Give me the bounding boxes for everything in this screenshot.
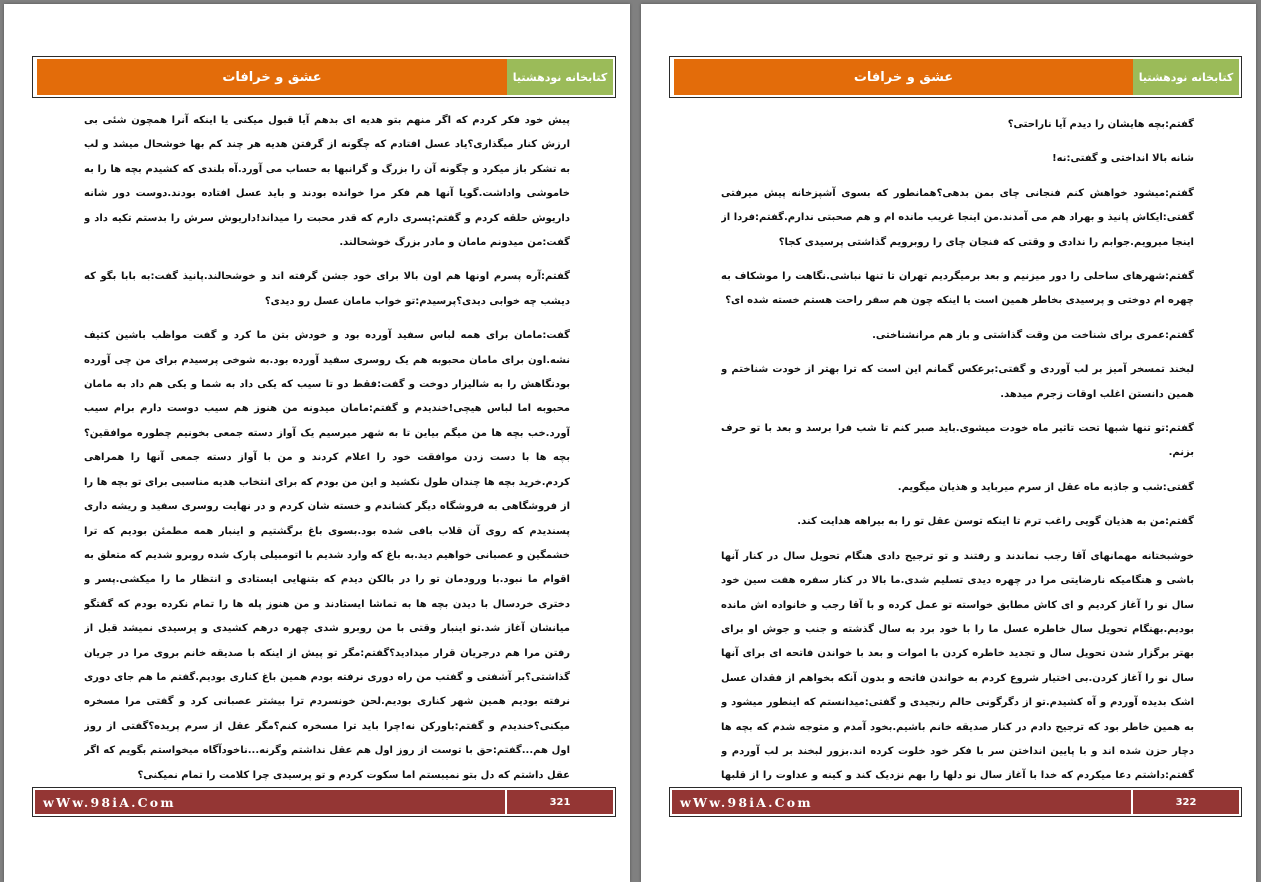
library-name: کتابخانه نودهشتیا xyxy=(1133,59,1239,95)
paragraph: گفتم:عمری برای شناخت من وقت گذاشتی و باز هم مرانشناختی. xyxy=(872,329,1194,341)
paragraph: خوشبختانه مهمانهای آقا رجب نماندند و رفتند و تو ترجیح دادی هنگام تحویل سال در کنار آنها باشی و هنگامیکه نارضایتی مرا در چهره دیدی تسلیم شدی.ما بالا در کنار سفره هفت سین خود سال نو را آغاز کردیم و ای کاش مطابق خواسته تو عمل کرده و با آقا رجب و خانواده اش مانده بودیم.بهنگام تحویل سال خاطره عسل ما را با خود برد به سال گذشته و جنب و جوش او برای بهتر برگزار شدن تحویل سال و تجدید خاطره کردن با اموات و بعد با خواندن فاتحه ای برای آنها سال نو را آغاز کردن.بی اختیار شروع کردم به خواندن فاتحه و بدون آنکه بخواهم از فقدان عسل اشک بدیده آوردم و آه کشیدم.تو از دگرگونی حالم رنجیدی و گفتی:میدانستم که اینطور میشود و به همین خاطر بود که ترجیح دادم در کنار صدیقه خانم باشیم.بخود آمدم و متوجه شدم که بچه ها دچار حزن شده اند و با پایین انداختن سر با فکر خود خلوت کرده اند.بزور لبخند بر لب آوردم و گفتم:داشتم دعا میکردم که خدا با آغاز سال نو دلها را بهم نزدیک کند و کینه و عداوت را از قلبها xyxy=(721,550,1194,782)
page-body xyxy=(84,109,570,782)
paragraph: گفتم:تو تنها شبها تحت تاثیر ماه خودت میشوی.باید صبر کنم تا شب فرا برسد و بعد با تو حرف بزنم. xyxy=(721,423,1194,459)
page-header xyxy=(32,56,616,98)
website-url: wWw.98iA.Com xyxy=(672,790,1131,814)
paragraph: گفت:مامان برای همه لباس سفید آورده بود و خودش بتن ما کرد و گفت مواظب باشین کثیف نشه.اون برای مامان محبوبه هم یک روسری سفید آورده بود.به شوخی پرسیدم برای من چی آورده بودنگاهش را به شالیزار دوخت و گفت:فقط دو تا سیب که یکی داد به شما و یکی هم داد به مامان محبوبه اما لباس هیچی!خندیدم و گفتم:مامان میدونه من هنوز هم سیب دوست دارم برام سیب آورد.خب بچه ها من میگم بیاین تا به شهر میرسیم یک آواز دسته جمعی بخونیم چطوره موافقین؟بچه ها با دست زدن موافقت خود را اعلام کردند و من با آواز دسته جمعی آنها را همراهی کردم.خرید بچه ها چندان طول نکشید و این من بودم که برای انتخاب هدیه مناسبی برای تو بچه ها را از فروشگاهی به فروشگاه دیگر کشاندم و خسته شان کردم و در نهایت روسری سفید و ریشه داری پسندیدم که روی آن قلاب بافی شده بود.بسوی باغ برگشتیم و اینبار همه مطمئن بودیم که ترا خشمگین و عصبانی خواهیم دید.به باغ که وارد شدیم با اتومبیلی پارک شده روبرو شدیم که متعلق به اقوام ما نبود.با ورودمان تو را در بالکن دیدم که بتنهایی ایستادی و انتظار ما را میکشی.پسر و دختری خردسال با دیدن بچه ها به تماشا ایستادند و من هنوز پله ها را تمام نکرده بودم که گفتگو میانشان آغاز شد.تو اینبار وقتی با من روبرو شدی چهره درهم کشیدی و پرسیدی نمیشد قبل از رفتن مرا هم درجریان قرار میدادید؟گفتم:مگر تو پیش از اینکه با صدیقه خانم بروی مرا در جریان گذاشتی؟بر آشفتی و گفتب من راه دوری نرفته بودم همین باغ کناری بودیم.گفتم ما هم جای دوری نرفته بودیم همین شهر کناری بودیم.لحن خونسردم ترا بیشتر عصبانی کرد و گفتی مرا مسخره میکنی؟خندیدم و گفتم:باورکن نه!چرا باید ترا مسخره کنم؟مگر عقل از سرم پریده؟گفتی از روز اول هم...گفتم:حق با توست از روز اول هم عقل نداشتم وگرنه...ناخودآگاه میخواستم بگویم که اگر عقل داشتم که دل بتو نمیبستم اما سکوت کردم و تو پرسیدی چرا کلامت را تمام نمیکنی؟ xyxy=(84,330,570,781)
paragraph: گفتم:بچه هایشان را دیدم آیا ناراحتی؟ xyxy=(1007,119,1194,130)
page-321 xyxy=(4,4,630,882)
paragraph: گفتی:شب و جاذبه ماه عقل از سرم میرباید و هذیان میگویم. xyxy=(897,481,1194,493)
library-name: کتابخانه نودهشتیا xyxy=(507,59,613,95)
paragraph: گفتم:شهرهای ساحلی را دور میزنیم و بعد برمیگردیم تهران تا تنها نباشی.نگاهت را موشکاف به چهره ام دوختی و پرسیدی بخاطر همین است یا اینکه چون هم سفر راحت هستم خسته شده ای؟ xyxy=(721,271,1194,307)
paragraph: لبخند تمسخر آمیز بر لب آوردی و گفتی:برعکس گمانم این است که ترا بهتر از خودت شناختم و همین دانستن اغلب اوقات زجرم میدهد. xyxy=(721,364,1194,400)
page-322 xyxy=(641,4,1256,882)
paragraph: گفتم:آره پسرم اونها هم اون بالا برای خود جشن گرفته اند و خوشحالند.پانیذ گفت:به بابا بگو که دیشب چه خوابی دیدی؟پرسیدم:تو خواب مامان عسل رو دیدی؟ xyxy=(84,271,570,307)
page-number: 321 xyxy=(507,790,613,814)
page-body xyxy=(721,113,1194,782)
page-footer xyxy=(32,787,616,817)
paragraph: شانه بالا انداختی و گفتی:نه! xyxy=(1052,153,1194,165)
website-url: wWw.98iA.Com xyxy=(35,790,505,814)
page-header xyxy=(669,56,1242,98)
page-footer xyxy=(669,787,1242,817)
book-title: عشق و خرافات xyxy=(37,59,507,95)
book-title: عشق و خرافات xyxy=(674,59,1133,95)
page-number: 322 xyxy=(1133,790,1239,814)
paragraph: گفتم:میشود خواهش کنم فنجانی چای بمن بدهی؟همانطور که بسوی آشپزخانه پیش میرفتی گفتی:ایکاش پانیذ و بهراد هم می آمدند.من اینجا غریب مانده ام و هم صحبتی ندارم.گفتم:فردا از اینجا میرویم.جوابم را ندادی و وقتی که فنجان چای را روبرویم گذاشتی پرسیدی کجا؟ xyxy=(721,187,1194,248)
paragraph: گفتم:من به هذیان گویی راغب ترم تا اینکه توسن عقل تو را به بیراهه هدایت کند. xyxy=(797,516,1194,528)
paragraph: پیش خود فکر کردم که اگر منهم بتو هدیه ای بدهم آیا قبول میکنی یا اینکه آنرا همچون شئی بی ارزش کنار میگذاری؟یاد عسل افتادم که چگونه از گرفتن هدیه هر چند کم بها خوشحال میشد و لب به تشکر باز میکرد و چگونه آن را بزرگ و گرانبها به حساب می آورد.آه بلندی که کشیدم بچه ها را به خاموشی واداشت.گویا آنها هم فکر مرا خوانده بودند و باید عسل افتاده بودند.دوست دور شانه داریوش حلقه کردم و گفتم:پسری دارم که قدر محبت را میداند!داریوش سرش را بدستم تکیه داد و گفت:من میدونم مامان و مادر بزرگ خوشحالند. xyxy=(84,115,570,249)
